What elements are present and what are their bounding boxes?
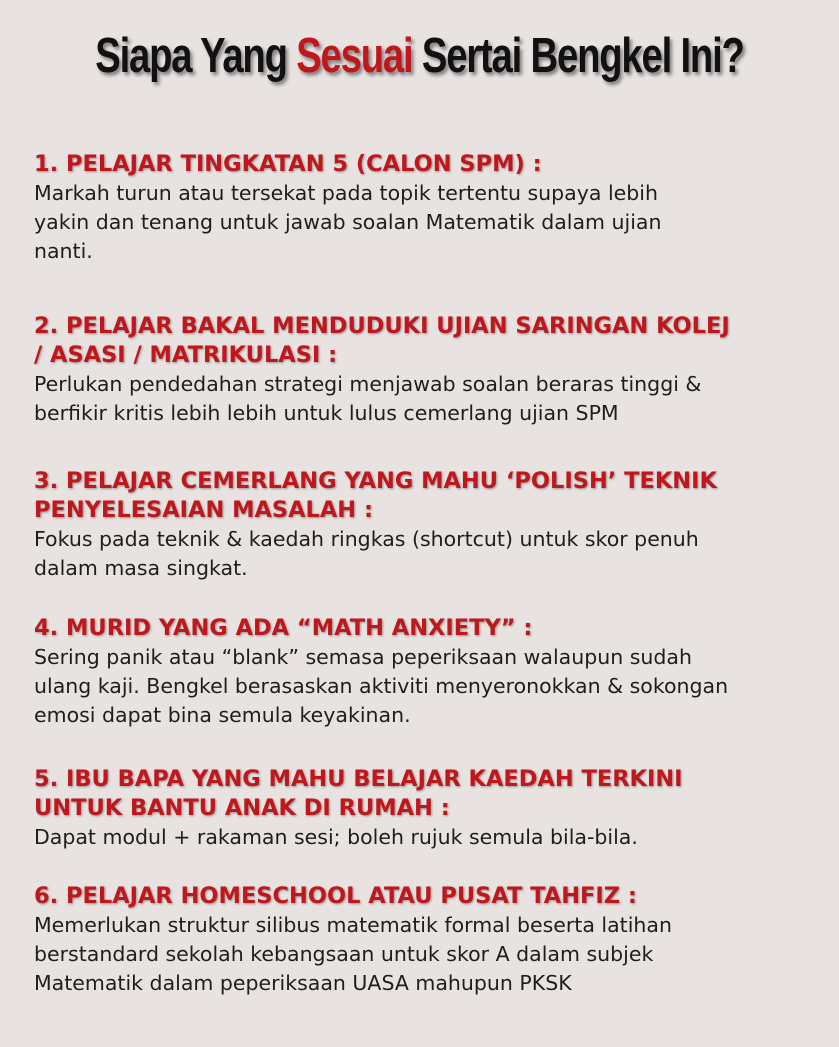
audience-section-1 (34, 150, 814, 266)
audience-section-6 (34, 882, 814, 998)
section-heading: 1. PELAJAR TINGKATAN 5 (CALON SPM) : (34, 151, 542, 177)
title-accent-word: Sesuai (296, 29, 413, 83)
section-heading: 2. PELAJAR BAKAL MENDUDUKI UJIAN SARINGAN KOLEJ / ASASI / MATRIKULASI : (34, 313, 730, 368)
section-description: Sering panik atau “blank” semasa peperiksaan walaupun sudah ulang kaji. Bengkel berasaskan aktiviti menyeronokkan & sokongan emosi dapat bina semula keyakinan. (34, 645, 729, 727)
section-description: Fokus pada teknik & kaedah ringkas (shortcut) untuk skor penuh dalam masa singkat. (34, 527, 699, 580)
audience-section-2 (34, 312, 814, 428)
section-heading: 4. MURID YANG ADA “MATH ANXIETY” : (34, 615, 533, 641)
page-title (92, 28, 746, 84)
section-heading: 3. PELAJAR CEMERLANG YANG MAHU ‘POLISH’ TEKNIK PENYELESAIAN MASALAH : (34, 468, 717, 523)
section-description: Memerlukan struktur silibus matematik formal beserta latihan berstandard sekolah kebangsaan untuk skor A dalam subjek Matematik dalam peperiksaan UASA mahupun PKSK (34, 913, 672, 995)
section-heading: 6. PELAJAR HOMESCHOOL ATAU PUSAT TAHFIZ : (34, 883, 637, 909)
title-suffix: Sertai Bengkel Ini? (412, 29, 744, 83)
section-description: Perlukan pendedahan strategi menjawab soalan beraras tinggi & berfikir kritis lebih lebih untuk lulus cemerlang ujian SPM (34, 372, 702, 425)
section-heading: 5. IBU BAPA YANG MAHU BELAJAR KAEDAH TERKINI UNTUK BANTU ANAK DI RUMAH : (34, 766, 683, 821)
audience-section-5 (34, 765, 814, 852)
audience-section-3 (34, 467, 814, 583)
section-description: Dapat modul + rakaman sesi; boleh rujuk semula bila-bila. (34, 825, 638, 849)
audience-section-4 (34, 614, 814, 730)
section-description: Markah turun atau tersekat pada topik tertentu supaya lebih yakin dan tenang untuk jawab soalan Matematik dalam ujian nanti. (34, 181, 662, 263)
title-prefix: Siapa Yang (95, 29, 297, 83)
